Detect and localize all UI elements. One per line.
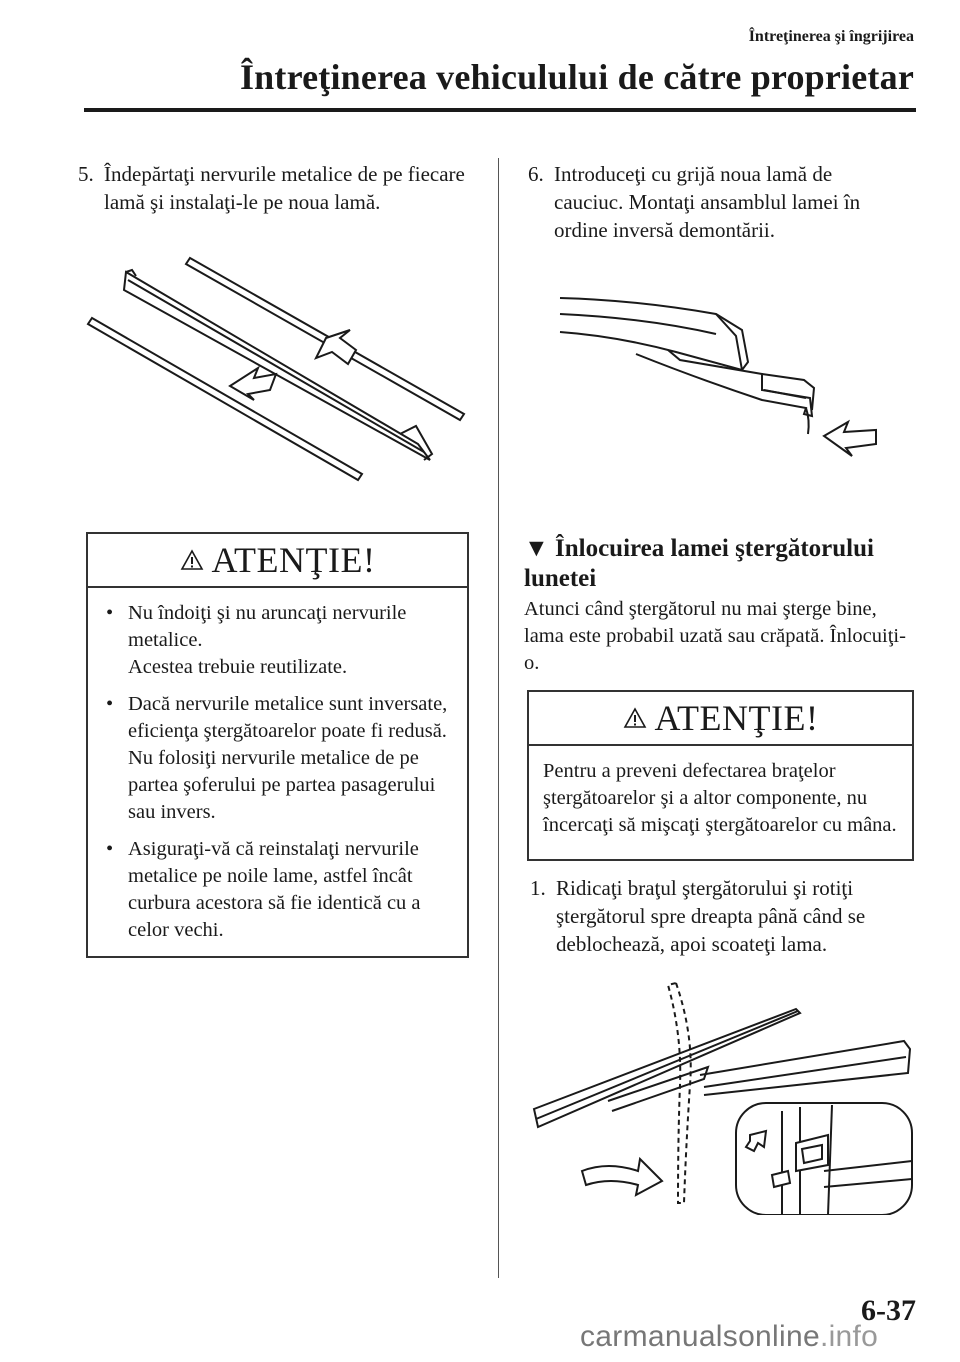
step-text: Introduceţi cu grijă noua lamă de cauciuc. Montaţi ansamblul lamei în ordine inversă demontării. bbox=[554, 162, 861, 242]
arrow-icon bbox=[230, 330, 356, 400]
caution-list bbox=[88, 588, 467, 964]
section-heading-text: Înlocuirea lamei ştergătorului lunetei bbox=[524, 535, 874, 592]
step-number: 5. bbox=[78, 162, 94, 186]
step-number: 6. bbox=[528, 162, 544, 186]
caution-line: Acestea trebuie reutilizate. bbox=[128, 656, 348, 678]
step-1 bbox=[530, 874, 910, 958]
caution-title: ATENŢIE! bbox=[211, 540, 376, 580]
watermark-tld: .info bbox=[819, 1320, 879, 1353]
rear-wiper-illustration bbox=[528, 975, 918, 1215]
caution-item bbox=[106, 836, 455, 944]
watermark-main: carmanualsonline bbox=[580, 1320, 820, 1353]
caution-item bbox=[106, 691, 455, 826]
warning-icon bbox=[180, 549, 204, 571]
detail-view bbox=[736, 1103, 912, 1215]
bullet: • bbox=[106, 602, 114, 624]
caution-header bbox=[529, 692, 912, 746]
section-name: Întreţinerea şi îngrijirea bbox=[748, 28, 914, 45]
step-text: Îndepărtaţi nervurile metalice de pe fiecare lamă şi instalaţi-le pe noua lamă. bbox=[104, 162, 465, 214]
step-number: 1. bbox=[530, 876, 546, 900]
header-rule bbox=[84, 108, 916, 112]
page-title: Întreţinerea vehiculului de către proprietar bbox=[239, 57, 914, 97]
rotation-arrow-icon bbox=[582, 1159, 662, 1195]
metal-strips-illustration bbox=[80, 250, 480, 490]
caution-line: Nu îndoiţi şi nu aruncaţi nervurile metalice. bbox=[128, 602, 407, 651]
section-heading bbox=[524, 534, 904, 594]
warning-icon bbox=[623, 707, 647, 729]
caution-title: ATENŢIE! bbox=[654, 698, 819, 738]
caution-text: Pentru a preveni defectarea braţelor ştergătoarelor şi a altor componente, nu încercaţi să mişcaţi ştergătoarelor cu mâna. bbox=[543, 760, 897, 836]
bullet: • bbox=[106, 693, 114, 715]
triangle-marker-icon: ▼ bbox=[524, 535, 549, 562]
caution-box bbox=[86, 532, 469, 958]
step-6 bbox=[528, 160, 898, 244]
caution-line: Asiguraţi-vă că reinstalaţi nervurile metalice pe noile lame, astfel încât curbura acestora să fie identică cu a celor vechi. bbox=[128, 838, 421, 941]
step-5 bbox=[78, 160, 478, 216]
section-intro: Atunci când ştergătorul nu mai şterge bine, lama este probabil uzată sau crăpată. Înlocuiţi-o. bbox=[524, 598, 906, 674]
arrow-icon bbox=[824, 422, 876, 456]
bullet: • bbox=[106, 838, 114, 860]
caution-line: Dacă nervurile metalice sunt inversate, eficienţa ştergătoarelor poate fi redusă. bbox=[128, 693, 448, 742]
page-number: 6-37 bbox=[861, 1294, 916, 1327]
caution-item bbox=[106, 600, 455, 681]
watermark bbox=[580, 1320, 878, 1354]
step-text: Ridicaţi braţul ştergătorului şi rotiţi ştergătorul spre dreapta până când se deblochează, apoi scoateţi lama. bbox=[556, 876, 866, 956]
caution-line: Nu folosiţi nervurile metalice de pe partea şoferului pe partea pasagerului sau invers. bbox=[128, 747, 436, 823]
caution-box bbox=[527, 690, 914, 861]
column-divider bbox=[498, 158, 499, 1278]
caution-header bbox=[88, 534, 467, 588]
blade-insertion-illustration bbox=[556, 290, 896, 460]
